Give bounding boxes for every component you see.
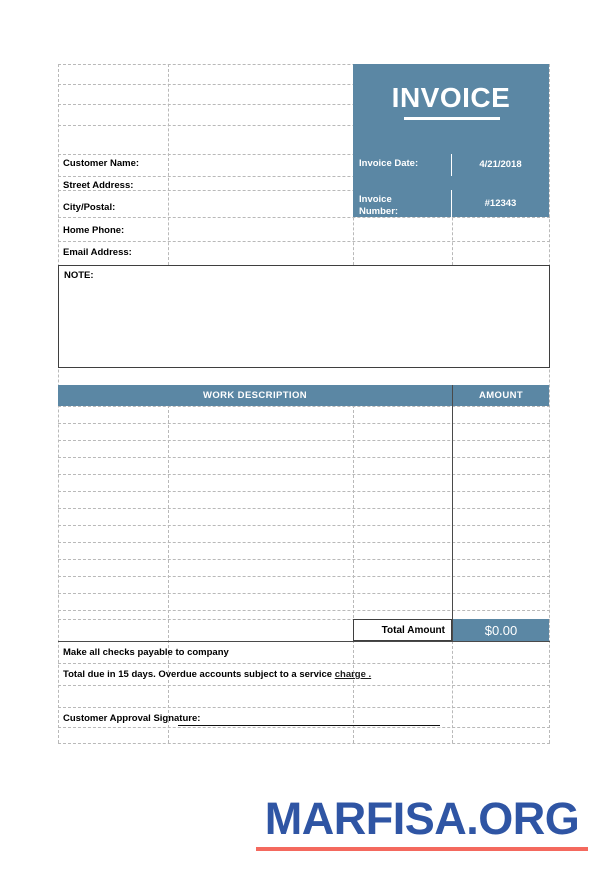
- gridline-v: [452, 641, 453, 743]
- header-blue-filler: [353, 125, 549, 154]
- field-label-home-phone: Home Phone:: [63, 225, 125, 236]
- gridline-h: [58, 542, 550, 543]
- note-box[interactable]: [58, 265, 550, 368]
- gridline-v: [168, 64, 169, 265]
- invoice-date-value: 4/21/2018: [479, 159, 522, 170]
- invoice-date-label-cell: [353, 154, 451, 176]
- gridline-h: [58, 576, 550, 577]
- payable-note: Make all checks payable to company: [63, 647, 229, 658]
- watermark-underline: [256, 847, 588, 851]
- title-underline: [404, 117, 500, 120]
- gridline-h: [58, 440, 550, 441]
- total-amount-value: $0.00: [484, 623, 518, 638]
- field-label-customer-name: Customer Name:: [63, 158, 140, 169]
- gridline-h: [58, 593, 550, 594]
- invoice-title-block: [353, 64, 549, 125]
- column-header-work-description: [58, 385, 452, 406]
- page-title: INVOICE: [391, 82, 511, 113]
- gridline-h: [58, 559, 550, 560]
- gridline-h: [58, 491, 550, 492]
- invoice-sheet: [58, 62, 550, 744]
- column-header-work-description-label: WORK DESCRIPTION: [202, 390, 308, 401]
- gridline-h: [58, 406, 550, 407]
- total-amount-label-cell: [353, 619, 452, 641]
- invoice-date-label: Invoice Date:: [359, 158, 419, 169]
- gridline-h: [58, 217, 550, 218]
- field-label-email-address: Email Address:: [63, 247, 132, 258]
- gridline-h: [58, 241, 550, 242]
- service-charge-link[interactable]: charge .: [334, 669, 372, 680]
- gridline-h: [58, 457, 550, 458]
- gridline-h: [58, 423, 550, 424]
- column-header-amount: [453, 385, 549, 406]
- gridline-h: [58, 663, 550, 664]
- gridline-h: [58, 610, 550, 611]
- field-label-city-postal: City/Postal:: [63, 202, 116, 213]
- signature-line[interactable]: [178, 725, 440, 726]
- note-label: NOTE:: [64, 270, 94, 281]
- signature-label: Customer Approval Signature:: [63, 713, 201, 724]
- invoice-date-value-cell[interactable]: [452, 154, 549, 176]
- gridline-h: [58, 707, 550, 708]
- gridline-h: [58, 743, 550, 744]
- invoice-number-label-cell: [353, 190, 451, 217]
- invoice-number-value-cell[interactable]: [452, 190, 549, 217]
- invoice-number-value: #12343: [484, 198, 517, 209]
- gridline-h: [58, 685, 550, 686]
- gridline-v: [353, 385, 354, 743]
- gridline-h: [58, 727, 550, 728]
- terms-note-text: Total due in 15 days. Overdue accounts subject to a service: [63, 669, 335, 680]
- total-amount-value-cell: [453, 619, 549, 641]
- column-header-amount-label: AMOUNT: [478, 390, 524, 401]
- watermark: [252, 793, 592, 855]
- amount-column-border: [452, 385, 453, 641]
- terms-note: [63, 669, 371, 680]
- invoice-number-label: Invoice Number:: [359, 194, 399, 217]
- gridline-h: [58, 474, 550, 475]
- gridline-h: [58, 525, 550, 526]
- field-label-street-address: Street Address:: [63, 180, 134, 191]
- gridline-v: [168, 385, 169, 743]
- total-amount-label: Total Amount: [381, 625, 445, 636]
- gridline-h: [58, 508, 550, 509]
- table-bottom-border: [58, 641, 550, 642]
- header-blue-filler: [353, 176, 549, 190]
- watermark-text: MARFISA.ORG: [264, 793, 580, 844]
